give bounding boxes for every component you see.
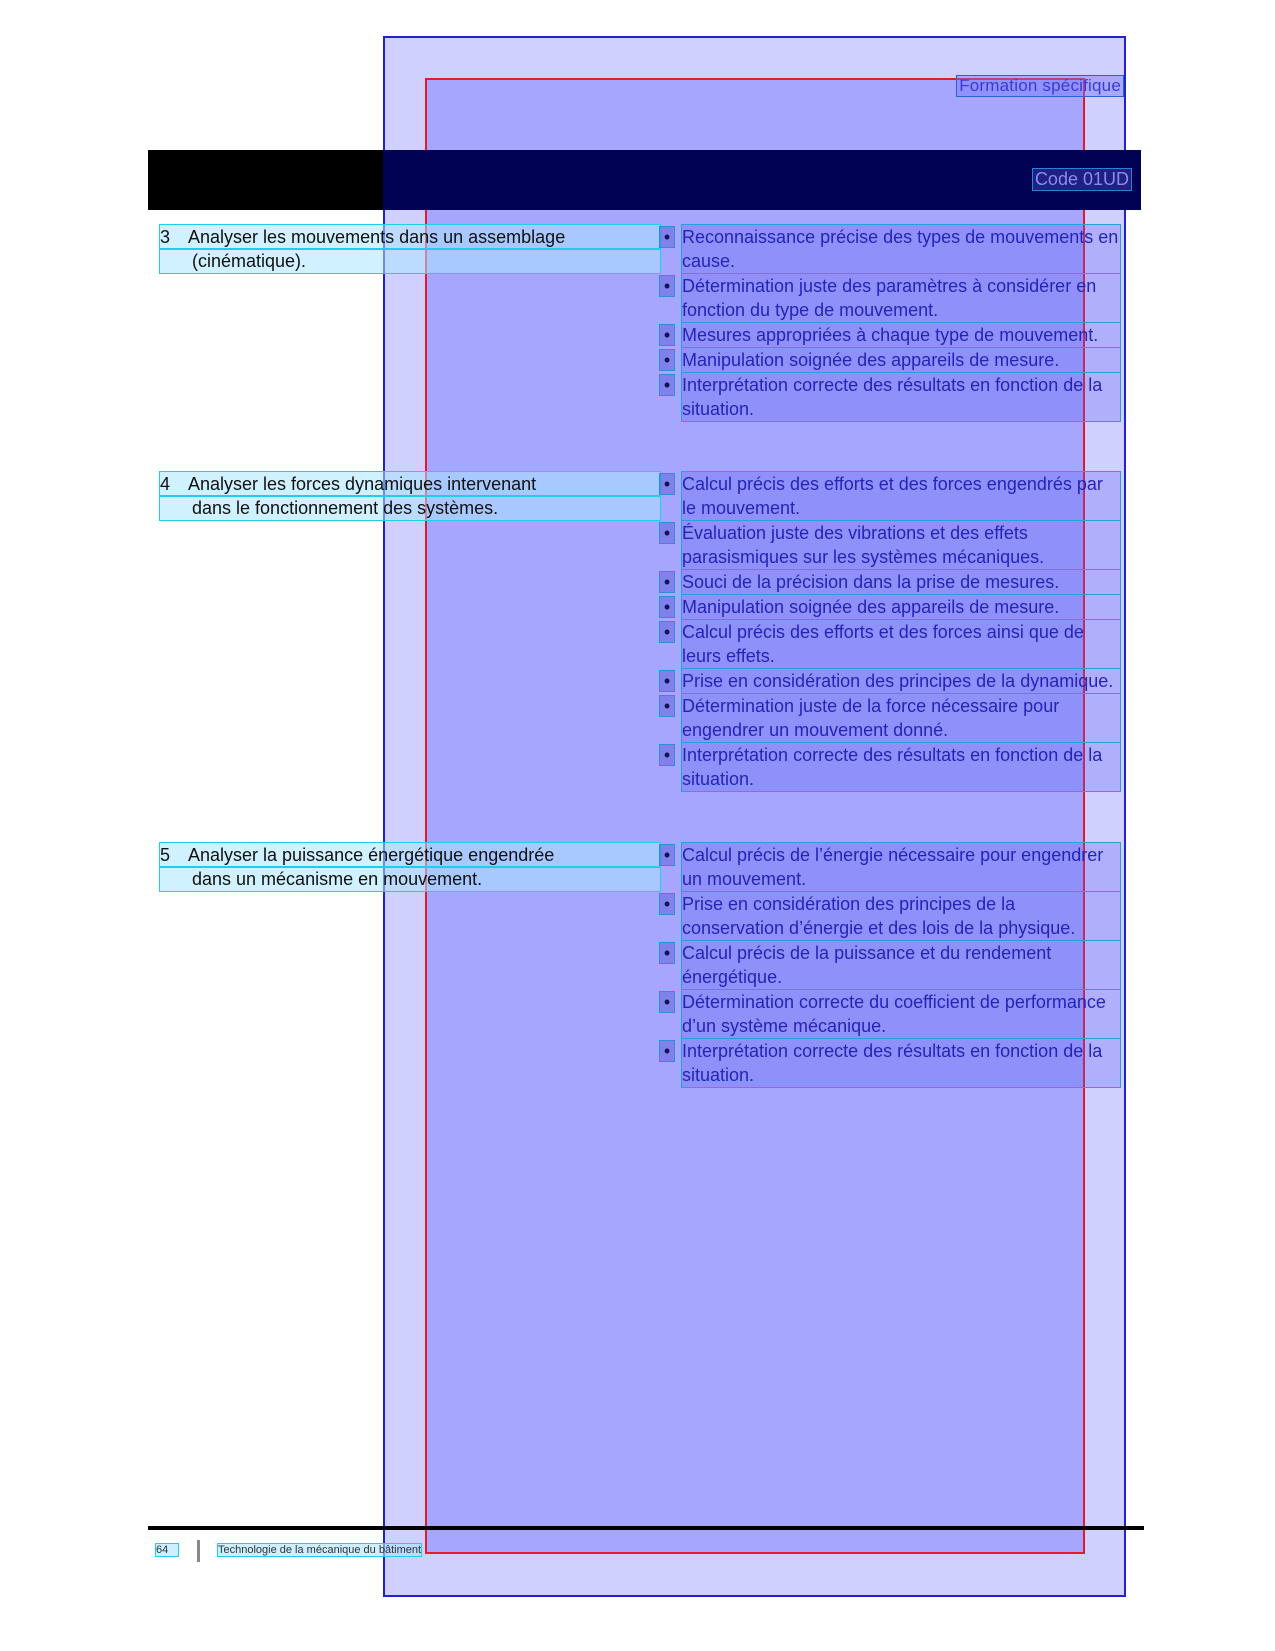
- competency-title: Analyser les forces dynamiques intervenant: [188, 474, 537, 494]
- competency-4: [160, 472, 660, 520]
- bullet-icon: •: [660, 1041, 674, 1061]
- running-head: Formation spécifique: [959, 76, 1121, 95]
- bullet-icon: •: [660, 227, 674, 247]
- criterion-text: Calcul précis des efforts et des forces engendrés par le mouvement.: [682, 472, 1120, 520]
- bullet-icon: •: [660, 325, 674, 345]
- list-item: [658, 843, 1120, 891]
- footer-divider: [197, 1540, 200, 1562]
- criteria-list-5: [658, 843, 1120, 1088]
- criterion-text: Calcul précis des efforts et des forces ainsi que de leurs effets.: [682, 620, 1120, 668]
- criterion-text: Calcul précis de la puissance et du rendement énergétique.: [682, 941, 1120, 989]
- bullet-icon: •: [660, 845, 674, 865]
- criterion-text: Mesures appropriées à chaque type de mouvement.: [682, 323, 1120, 347]
- bullet-icon: •: [660, 745, 674, 765]
- list-item: [658, 274, 1120, 322]
- list-item: [658, 472, 1120, 520]
- footer-rule: [148, 1526, 1144, 1530]
- bullet-icon: •: [660, 474, 674, 494]
- header-band-overlay: [383, 150, 1141, 210]
- criterion-text: Prise en considération des principes de la conservation d’énergie et des lois de la physique.: [682, 892, 1120, 940]
- competency-code: Code 01UD: [1034, 169, 1129, 189]
- criterion-text: Manipulation soignée des appareils de mesure.: [682, 348, 1120, 372]
- bullet-icon: •: [660, 943, 674, 963]
- bullet-icon: •: [660, 671, 674, 691]
- competency-number: 5: [160, 845, 171, 865]
- criterion-text: Évaluation juste des vibrations et des effets parasismiques sur les systèmes mécaniques.: [682, 521, 1120, 569]
- list-item: [658, 743, 1120, 791]
- list-item: [658, 1039, 1120, 1087]
- list-item: [658, 225, 1120, 273]
- competency-3: [160, 225, 660, 273]
- criterion-text: Détermination correcte du coefficient de performance d’un système mécanique.: [682, 990, 1120, 1038]
- list-item: [658, 941, 1120, 989]
- competency-number: 4: [160, 474, 171, 494]
- criteria-list-3: [658, 225, 1120, 422]
- list-item: [658, 570, 1120, 594]
- criterion-text: Manipulation soignée des appareils de mesure.: [682, 595, 1120, 619]
- list-item: [658, 694, 1120, 742]
- list-item: [658, 669, 1120, 693]
- competency-title-line: (cinématique).: [160, 249, 660, 273]
- list-item: [658, 373, 1120, 421]
- bullet-icon: •: [660, 375, 674, 395]
- criterion-text: Détermination juste des paramètres à considérer en fonction du type de mouvement.: [682, 274, 1120, 322]
- competency-title-line: dans un mécanisme en mouvement.: [160, 867, 660, 891]
- criterion-text: Interprétation correcte des résultats en fonction de la situation.: [682, 1039, 1120, 1087]
- bullet-icon: •: [660, 597, 674, 617]
- list-item: [658, 990, 1120, 1038]
- criterion-text: Reconnaissance précise des types de mouvements en cause.: [682, 227, 1119, 271]
- bullet-icon: •: [660, 523, 674, 543]
- footer-document-title: Technologie de la mécanique du bâtiment: [218, 1544, 422, 1556]
- bullet-icon: •: [660, 992, 674, 1012]
- list-item: [658, 521, 1120, 569]
- competency-title: Analyser les mouvements dans un assemblage: [188, 227, 566, 247]
- criterion-text: Interprétation correcte des résultats en fonction de la situation.: [682, 743, 1120, 791]
- header-band: [148, 150, 1141, 210]
- bullet-icon: •: [660, 572, 674, 592]
- list-item: [658, 892, 1120, 940]
- bullet-icon: •: [660, 894, 674, 914]
- list-item: [658, 323, 1120, 347]
- list-item: [658, 620, 1120, 668]
- list-item: [658, 595, 1120, 619]
- competency-title-line: [160, 225, 660, 249]
- competency-title-line: [160, 472, 660, 496]
- criterion-text: Interprétation correcte des résultats en fonction de la situation.: [682, 373, 1120, 421]
- page-number: 64: [156, 1544, 178, 1556]
- criterion-text: Détermination juste de la force nécessaire pour engendrer un mouvement donné.: [682, 694, 1120, 742]
- competency-title-line: [160, 843, 660, 867]
- competency-title-line: dans le fonctionnement des systèmes.: [160, 496, 660, 520]
- bullet-icon: •: [660, 696, 674, 716]
- criterion-text: Calcul précis de l’énergie nécessaire pour engendrer un mouvement.: [682, 843, 1120, 891]
- competency-5: [160, 843, 660, 891]
- criteria-list-4: [658, 472, 1120, 792]
- criterion-text: Prise en considération des principes de la dynamique.: [682, 669, 1120, 693]
- bullet-icon: •: [660, 276, 674, 296]
- list-item: [658, 348, 1120, 372]
- bullet-icon: •: [660, 622, 674, 642]
- bullet-icon: •: [660, 350, 674, 370]
- competency-title: Analyser la puissance énergétique engendrée: [188, 845, 555, 865]
- competency-number: 3: [160, 227, 171, 247]
- criterion-text: Souci de la précision dans la prise de mesures.: [682, 570, 1120, 594]
